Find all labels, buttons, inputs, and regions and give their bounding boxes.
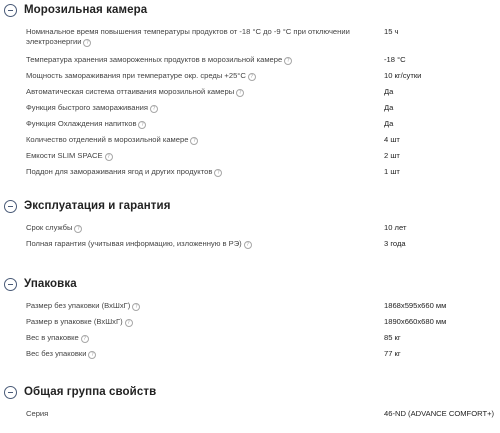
collapse-minus-icon[interactable]: [4, 386, 17, 399]
spec-value: Да: [384, 119, 394, 128]
spec-label: Функция быстрого замораживания ?: [26, 103, 371, 113]
spec-label: Поддон для замораживания ягод и других продуктов ?: [26, 167, 371, 177]
spec-value: 3 года: [384, 239, 406, 248]
spec-value: Да: [384, 103, 394, 112]
info-icon[interactable]: ?: [88, 351, 96, 359]
spec-value: Да: [384, 87, 394, 96]
section-title: Эксплуатация и гарантия: [24, 200, 171, 212]
section-header[interactable]: [4, 2, 147, 18]
spec-label: Мощность замораживания при температуре окр. среды +25°C ?: [26, 71, 371, 81]
spec-value: 1890x660x680 мм: [384, 317, 447, 326]
spec-value: 1868x595x660 мм: [384, 301, 447, 310]
info-icon[interactable]: ?: [125, 319, 133, 327]
spec-label: Серия: [26, 409, 49, 418]
spec-label: Вес в упаковке ?: [26, 333, 371, 343]
spec-value: 1 шт: [384, 167, 400, 176]
section-title: Морозильная камера: [24, 4, 148, 16]
spec-label: Размер без упаковки (ВхШхГ) ?: [26, 301, 371, 311]
collapse-minus-icon[interactable]: [4, 278, 17, 291]
spec-value: -18 °C: [384, 55, 406, 64]
info-icon[interactable]: ?: [81, 335, 89, 343]
spec-label: Вес без упаковки ?: [26, 349, 371, 359]
info-icon[interactable]: ?: [132, 303, 140, 311]
spec-value: 15 ч: [384, 27, 399, 36]
info-icon[interactable]: ?: [284, 57, 292, 65]
spec-value: 77 кг: [384, 349, 401, 358]
spec-label: Температура хранения замороженных продуктов в морозильной камере ?: [26, 55, 371, 65]
spec-label: Емкости SLIM SPACE ?: [26, 151, 371, 161]
spec-label: Срок службы ?: [26, 223, 371, 233]
info-icon[interactable]: ?: [138, 121, 146, 129]
section-header[interactable]: [4, 198, 171, 214]
info-icon[interactable]: ?: [105, 153, 113, 161]
section-header[interactable]: [4, 384, 156, 400]
spec-value: 4 шт: [384, 135, 400, 144]
section-header[interactable]: [4, 276, 77, 292]
spec-value: 85 кг: [384, 333, 401, 342]
info-icon[interactable]: ?: [190, 137, 198, 145]
section-title: Общая группа свойств: [24, 386, 157, 398]
section-title: Упаковка: [24, 278, 77, 290]
spec-label: Номинальное время повышения температуры продуктов от -18 °C до -9 °C при отключении электроэнергии ?: [26, 27, 350, 46]
spec-value: 10 лет: [384, 223, 407, 232]
spec-value: 2 шт: [384, 151, 400, 160]
collapse-minus-icon[interactable]: [4, 200, 17, 213]
spec-label: Полная гарантия (учитывая информацию, изложенную в РЭ) ?: [26, 239, 371, 249]
info-icon[interactable]: ?: [214, 169, 222, 177]
spec-label: Размер в упаковке (ВхШхГ) ?: [26, 317, 371, 327]
info-icon[interactable]: ?: [244, 241, 252, 249]
spec-value: 46-ND (ADVANCE COMFORT+): [384, 409, 495, 418]
spec-label: Автоматическая система оттаивания морозильной камеры ?: [26, 87, 371, 97]
info-icon[interactable]: ?: [83, 39, 91, 47]
info-icon[interactable]: ?: [248, 73, 256, 81]
spec-label: Количество отделений в морозильной камере ?: [26, 135, 371, 145]
spec-label: Функция Охлаждения напитков ?: [26, 119, 371, 129]
info-icon[interactable]: ?: [74, 225, 82, 233]
info-icon[interactable]: ?: [236, 89, 244, 97]
spec-value: 10 кг/сутки: [384, 71, 422, 80]
info-icon[interactable]: ?: [150, 105, 158, 113]
collapse-minus-icon[interactable]: [4, 4, 17, 17]
